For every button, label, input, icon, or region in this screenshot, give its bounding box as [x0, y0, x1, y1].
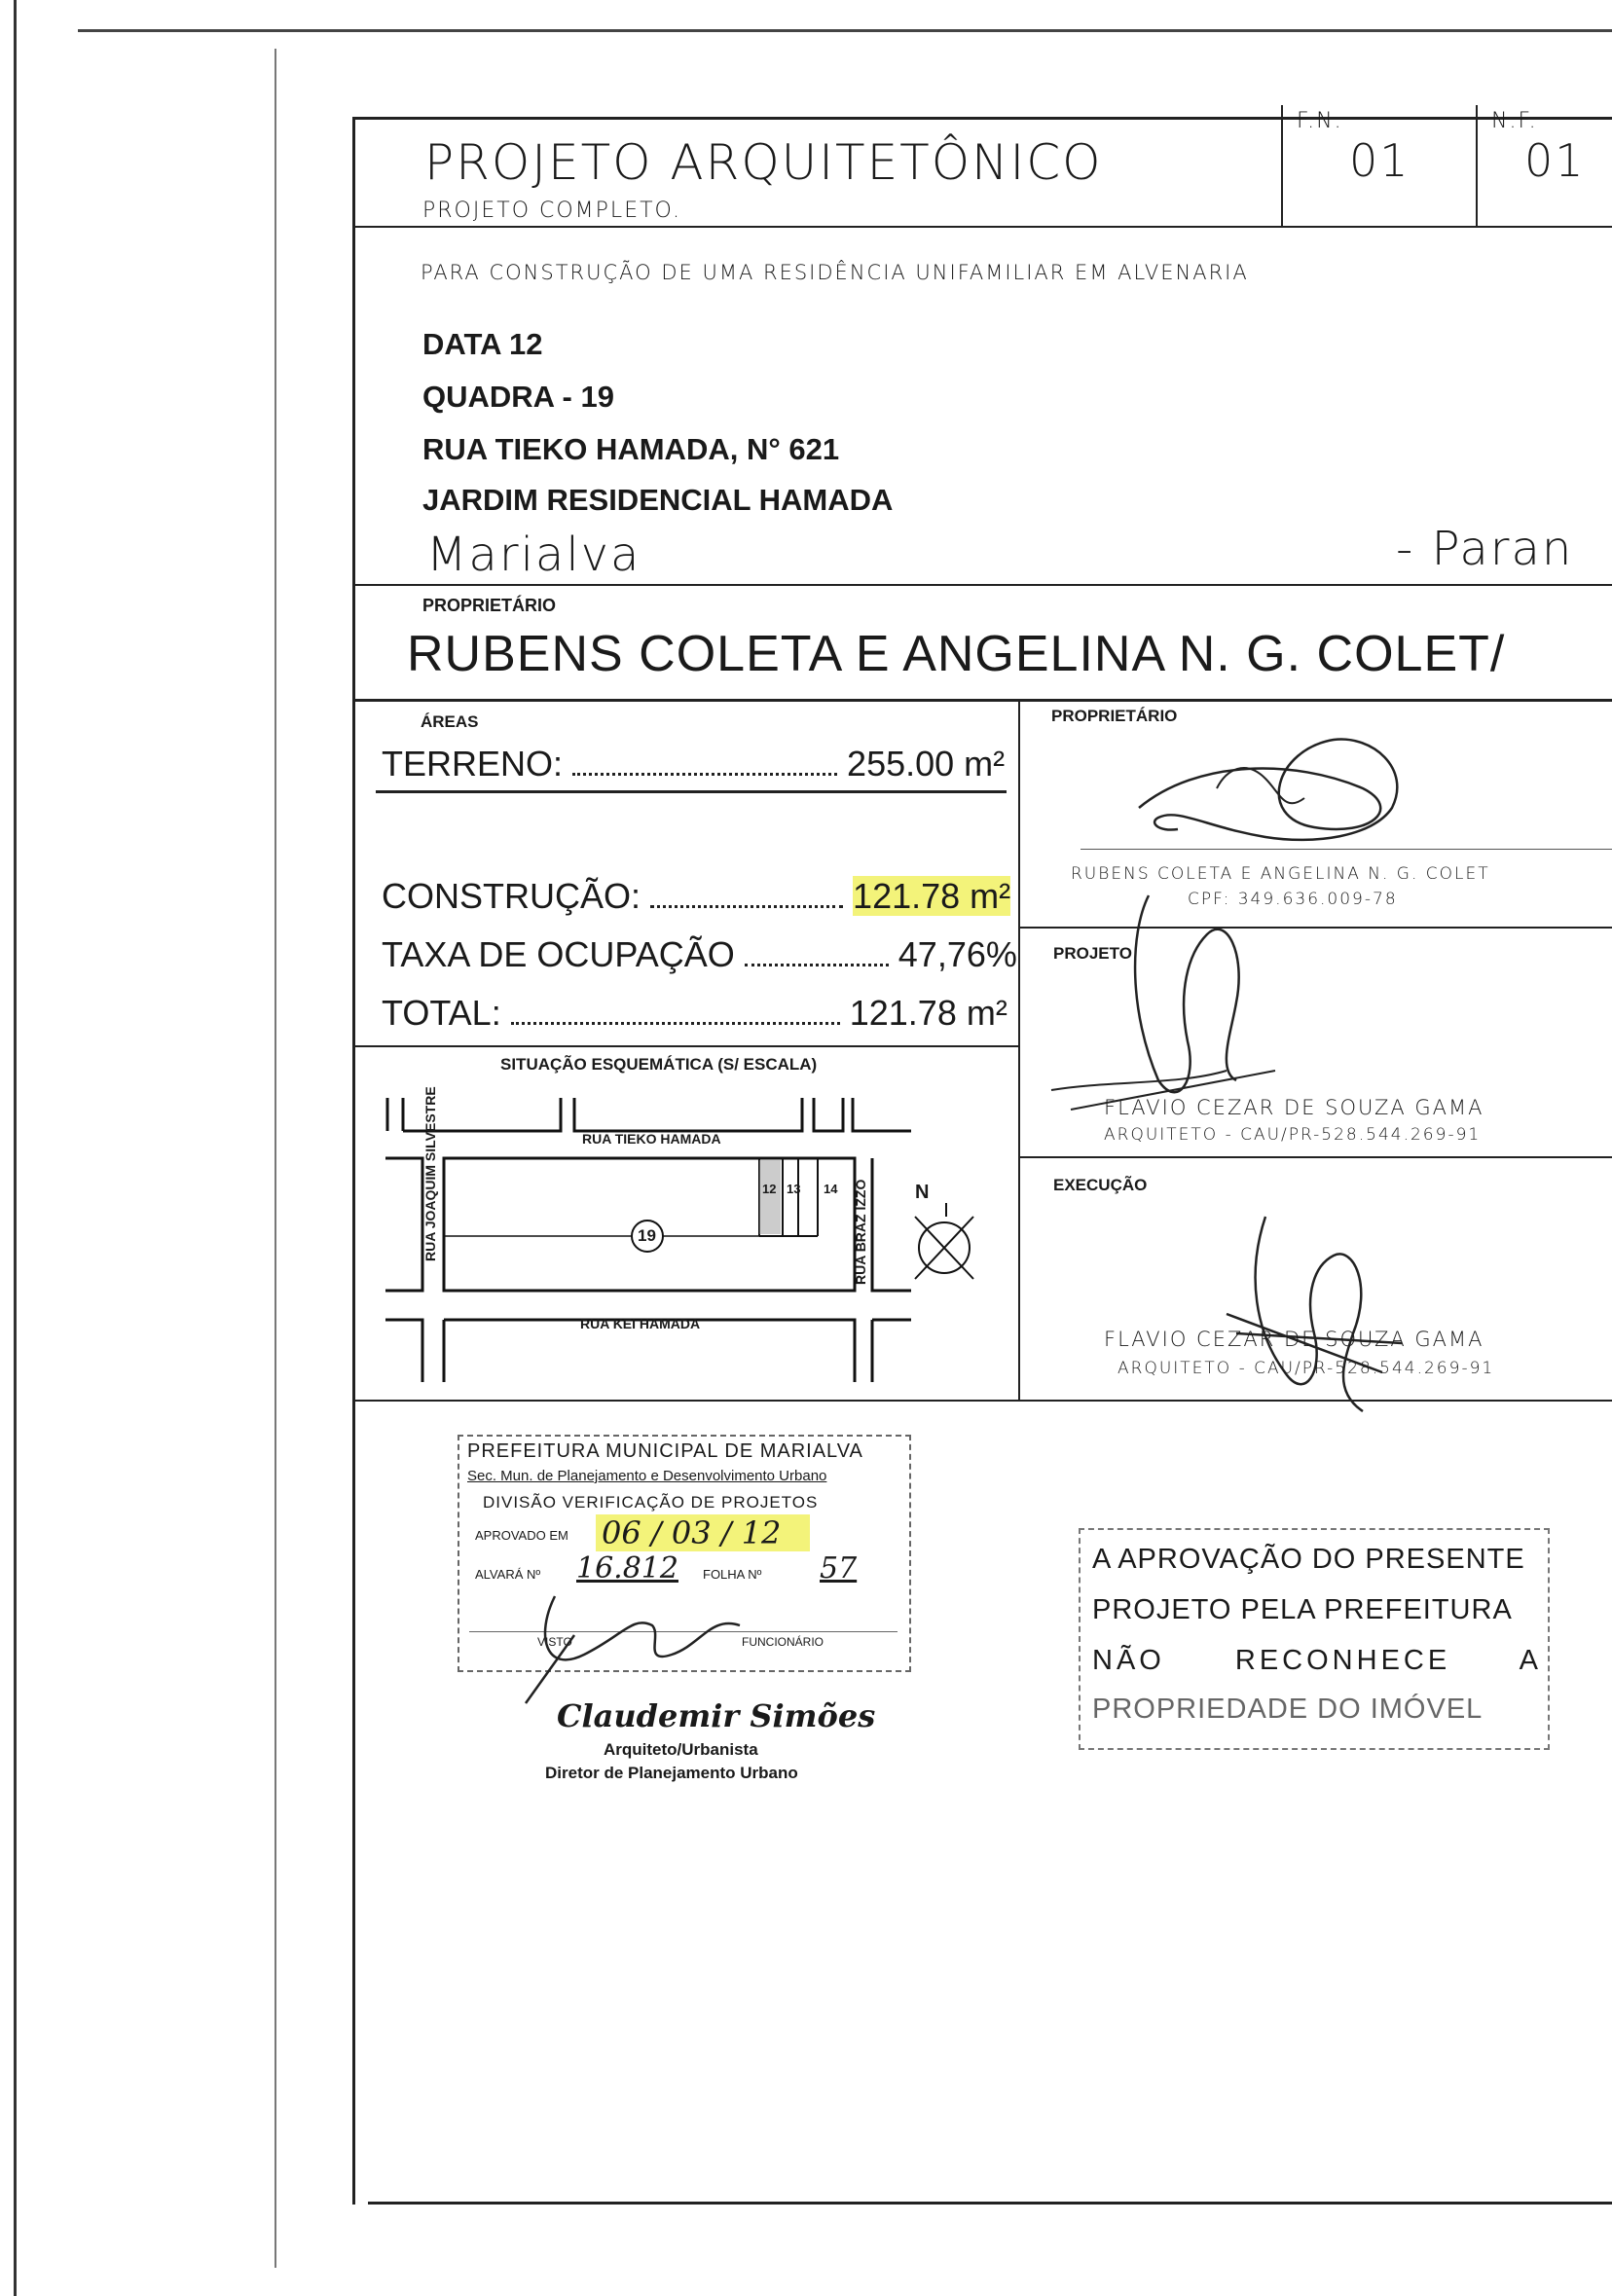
- fn-divider: [1281, 105, 1283, 228]
- visto-label: VISTO: [537, 1635, 572, 1649]
- director-role: Arquiteto/Urbanista: [604, 1740, 758, 1759]
- lot-13: 13: [787, 1182, 801, 1196]
- terreno-underline: [376, 790, 1007, 793]
- state-text: - Paran: [1396, 522, 1574, 576]
- frame-top: [352, 117, 1612, 120]
- terreno-value: 255.00 m²: [847, 744, 1006, 784]
- construcao-row: [382, 876, 1010, 917]
- alvara-value: 16.812: [576, 1551, 678, 1585]
- aviso-line3: NÃO RECONHECE A: [1092, 1645, 1542, 1676]
- projeto-label: PROJETO: [1053, 944, 1132, 963]
- projeto-signature: [1032, 876, 1324, 1129]
- sheet-left-border: [275, 49, 276, 2268]
- aviso-line1: A APROVAÇÃO DO PRESENTE: [1092, 1544, 1525, 1575]
- construcao-dots: [650, 905, 843, 908]
- execucao-label: EXECUÇÃO: [1053, 1176, 1148, 1194]
- areas-label: ÁREAS: [421, 712, 479, 731]
- prop-sign-name: RUBENS COLETA E ANGELINA N. G. COLET: [1071, 864, 1490, 884]
- construcao-label: CONSTRUÇÃO:: [382, 876, 641, 916]
- aviso-line2: PROJETO PELA PREFEITURA: [1092, 1594, 1513, 1625]
- funcionario-label: FUNCIONÁRIO: [742, 1635, 824, 1649]
- quadra-line: QUADRA - 19: [422, 380, 614, 414]
- fn-value: 01: [1349, 134, 1410, 187]
- header-bottom: [352, 226, 1612, 228]
- purpose-text: PARA CONSTRUÇÃO DE UMA RESIDÊNCIA UNIFAMILIAR EM ALVENARIA: [421, 261, 1249, 284]
- aprovado-value: 06 / 03 / 12: [596, 1514, 810, 1551]
- director-signature: [516, 1577, 750, 1713]
- rua-left-label: RUA JOAQUIM SILVESTRE: [422, 1086, 438, 1261]
- taxa-dots: [745, 964, 889, 966]
- frame-bottom: [368, 2202, 1612, 2205]
- execucao-signature: [1207, 1197, 1421, 1450]
- upper-section-bottom: [352, 1400, 1612, 1402]
- folha-label: FOLHA Nº: [703, 1567, 762, 1582]
- owner-label: PROPRIETÁRIO: [422, 596, 557, 615]
- situacao-diagram: [370, 1071, 1012, 1392]
- stamp-line2: Sec. Mun. de Planejamento e Desenvolvimento Urbano: [467, 1468, 827, 1484]
- rua-top-label: RUA TIEKO HAMADA: [582, 1131, 721, 1147]
- jardim-line: JARDIM RESIDENCIAL HAMADA: [422, 483, 894, 517]
- total-label: TOTAL:: [382, 993, 501, 1033]
- total-row: [382, 993, 1008, 1034]
- execucao-reg: ARQUITETO - CAU/PR-528.544.269-91: [1117, 1359, 1495, 1378]
- aprovado-label: APROVADO EM: [475, 1528, 568, 1543]
- frame-left: [352, 117, 355, 2205]
- areas-right: [1018, 699, 1020, 1402]
- taxa-row: [382, 934, 1017, 975]
- folha-value: 57: [820, 1551, 858, 1585]
- terreno-row: [382, 744, 1005, 784]
- data-line: DATA 12: [422, 327, 543, 361]
- projeto-name: FLAVIO CEZAR DE SOUZA GAMA: [1104, 1096, 1484, 1119]
- fn-label: F.N.: [1297, 109, 1343, 133]
- prop-sign-label: PROPRIETÁRIO: [1051, 707, 1178, 725]
- prop-sign-line: [1081, 849, 1612, 850]
- lot-12: 12: [762, 1182, 777, 1196]
- director-title: Diretor de Planejamento Urbano: [545, 1764, 798, 1782]
- construcao-value: 121.78 m²: [853, 876, 1011, 916]
- project-subtitle: PROJETO COMPLETO.: [422, 199, 681, 223]
- nf-label: N.F.: [1491, 109, 1538, 133]
- taxa-value: 47,76%: [898, 934, 1017, 974]
- terreno-dots: [572, 773, 837, 776]
- info-bottom: [352, 584, 1612, 586]
- projeto-reg: ARQUITETO - CAU/PR-528.544.269-91: [1104, 1125, 1482, 1145]
- city-text: Marialva: [426, 528, 641, 582]
- alvara-label: ALVARÁ Nº: [475, 1567, 541, 1582]
- projeto-section-bottom: [1018, 1156, 1612, 1158]
- areas-bottom: [352, 1045, 1020, 1047]
- left-border: [14, 0, 17, 2296]
- total-dots: [511, 1022, 840, 1025]
- lot-14: 14: [824, 1182, 838, 1196]
- project-title: PROJETO ARQUITETÔNICO: [424, 134, 1103, 191]
- block-number: 19: [638, 1226, 656, 1245]
- aviso-stamp: [1079, 1528, 1550, 1750]
- nf-divider: [1476, 105, 1478, 228]
- taxa-label: TAXA DE OCUPAÇÃO: [382, 934, 735, 974]
- owner-name: RUBENS COLETA E ANGELINA N. G. COLET/: [407, 626, 1506, 682]
- rua-line: RUA TIEKO HAMADA, N° 621: [422, 432, 840, 466]
- total-value: 121.78 m²: [849, 993, 1008, 1033]
- rua-right-label: RUA BRAZ IZZO: [853, 1179, 868, 1285]
- stamp-line3: DIVISÃO VERIFICAÇÃO DE PROJETOS: [483, 1493, 819, 1512]
- terreno-label: TERRENO:: [382, 744, 564, 784]
- rua-bottom-label: RUA KEI HAMADA: [580, 1316, 701, 1331]
- stamp-line1: PREFEITURA MUNICIPAL DE MARIALVA: [467, 1440, 863, 1462]
- aviso-line4: PROPRIEDADE DO IMÓVEL: [1092, 1694, 1484, 1725]
- director-name: Claudemir Simões: [557, 1697, 876, 1734]
- situacao-title: SITUAÇÃO ESQUEMÁTICA (S/ ESCALA): [500, 1055, 818, 1074]
- owner-bottom: [352, 699, 1612, 702]
- execucao-name: FLAVIO CEZAR DE SOUZA GAMA: [1104, 1328, 1484, 1351]
- top-border: [78, 29, 1612, 32]
- prop-signature: [1119, 720, 1431, 856]
- north-label: N: [915, 1182, 930, 1203]
- prop-sign-cpf: CPF: 349.636.009-78: [1188, 890, 1398, 909]
- nf-value: 01: [1524, 134, 1586, 187]
